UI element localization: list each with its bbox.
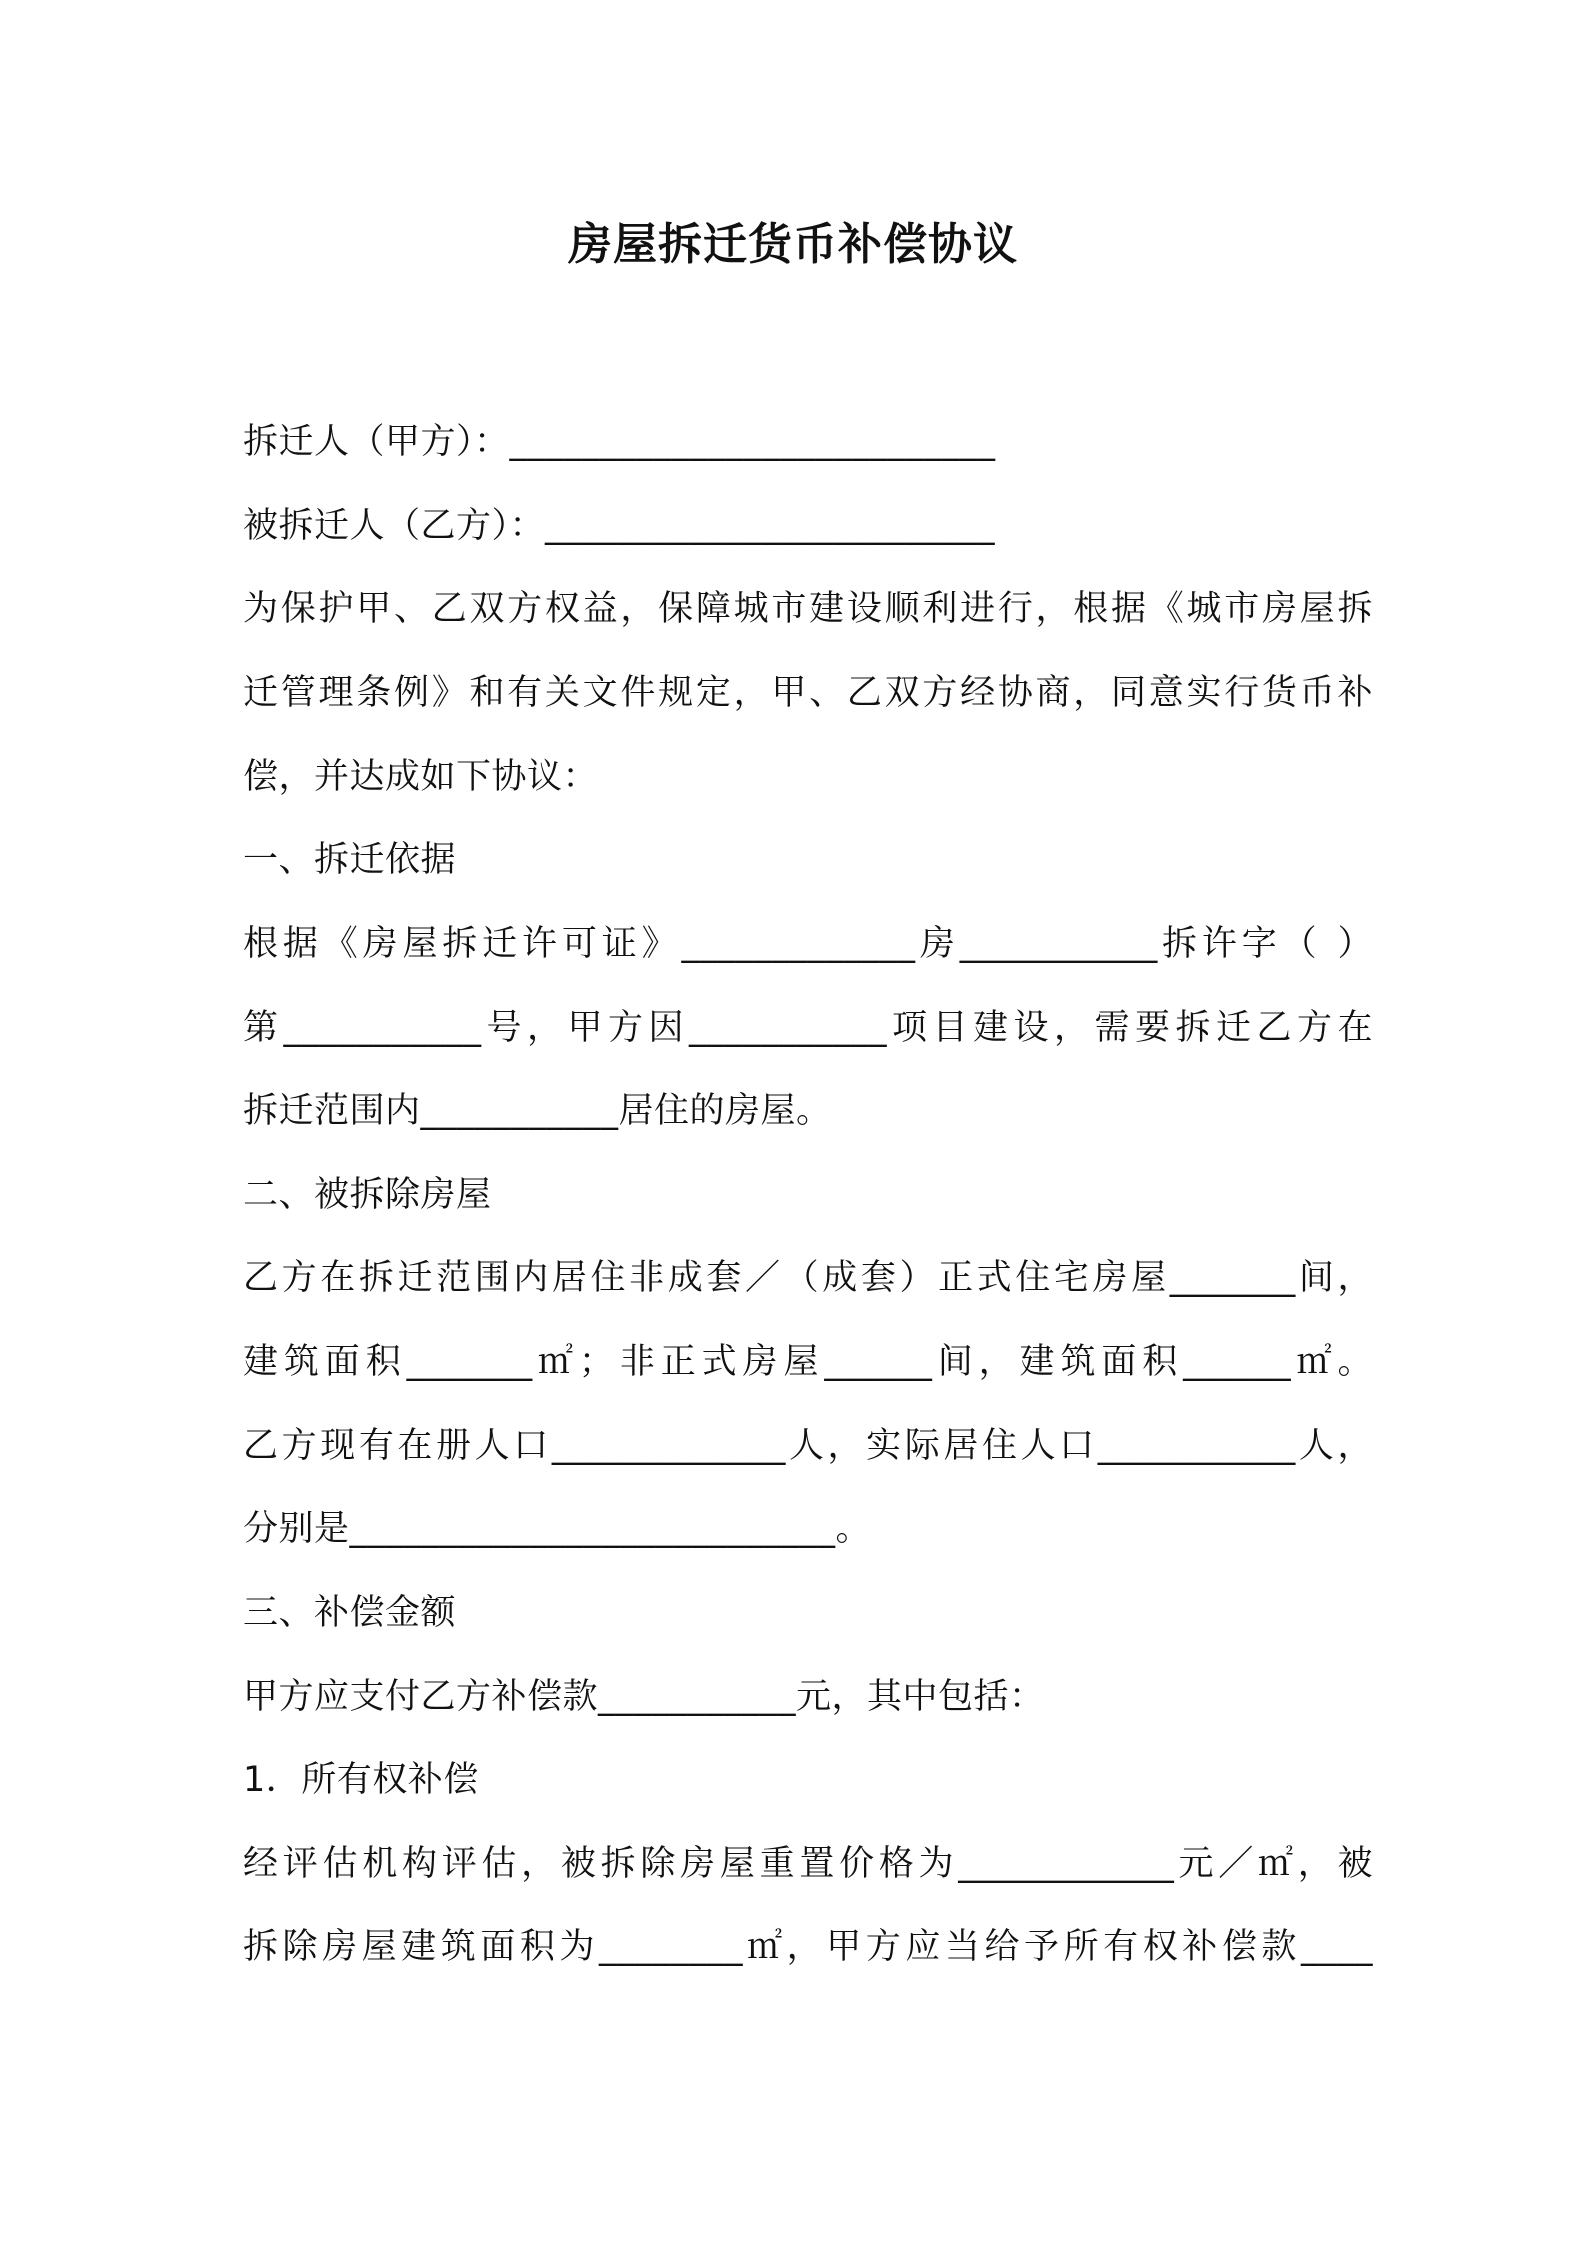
preamble-line-2: 迁管理条例》和有关文件规定，甲、乙双方经协商，同意实行货币补 [243,673,1373,713]
preamble-line-3: 偿，并达成如下协议： [243,757,599,797]
section-1-line-1: 根据《房屋拆迁许可证》_____________房___________拆许字（ ） [243,924,1373,964]
section-heading-2: 二、被拆除房屋 [243,1175,492,1215]
section-1-line-3: 拆迁范围内___________居住的房屋。 [243,1091,832,1131]
subsection-heading-1: 1．所有权补偿 [243,1760,479,1800]
section-2-line-2: 建筑面积_______㎡；非正式房屋______间，建筑面积______㎡。 [243,1342,1373,1382]
section-3-line-1: 甲方应支付乙方补偿款___________元，其中包括： [243,1677,1045,1717]
section-2-line-4: 分别是___________________________。 [243,1509,872,1549]
section-1-line-2: 第___________号，甲方因___________项目建设，需要拆迁乙方在 [243,1008,1373,1048]
subsection-1-line-1: 经评估机构评估，被拆除房屋重置价格为____________元／㎡，被 [243,1844,1373,1884]
section-2-line-3: 乙方现有在册人口_____________人，实际居住人口___________人， [243,1426,1373,1466]
section-2-line-1: 乙方在拆迁范围内居住非成套／（成套）正式住宅房屋_______间， [243,1258,1373,1298]
party-a-line: 拆迁人（甲方）：___________________________ [243,422,996,462]
preamble-line-1: 为保护甲、乙双方权益，保障城市建设顺利进行，根据《城市房屋拆 [243,589,1373,629]
section-heading-3: 三、补偿金额 [243,1593,457,1633]
document-title: 房屋拆迁货币补偿协议 [568,219,1018,270]
subsection-1-line-2: 拆除房屋建筑面积为________㎡，甲方应当给予所有权补偿款____ [243,1927,1373,1967]
party-b-line: 被拆迁人（乙方）：_________________________ [243,506,996,546]
section-heading-1: 一、拆迁依据 [243,840,457,880]
